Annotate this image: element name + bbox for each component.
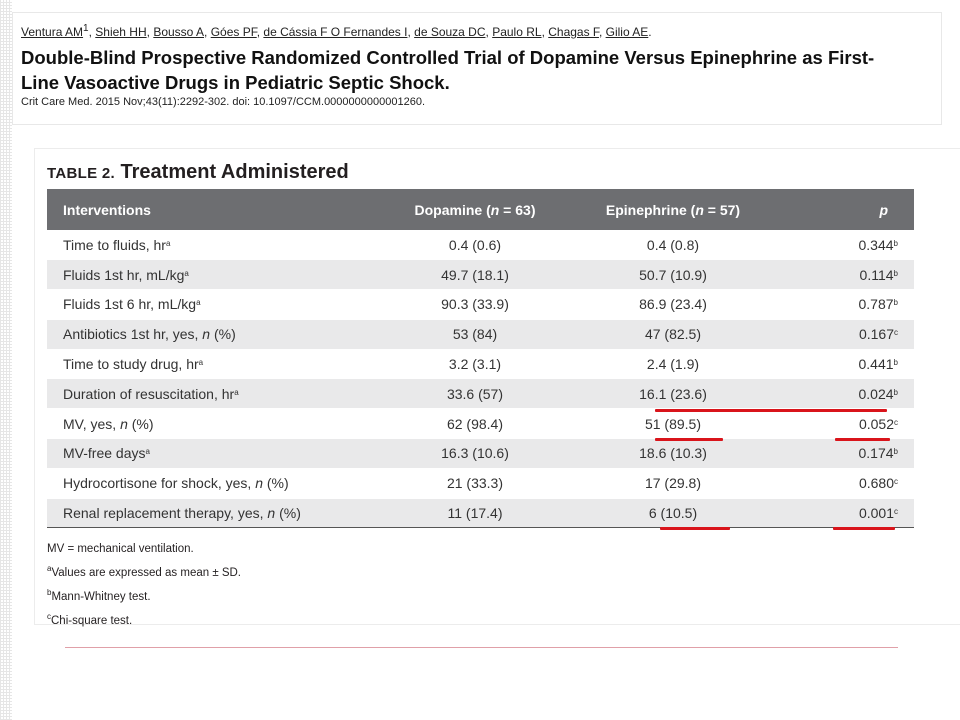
table-footnotes [47, 540, 241, 630]
p-value: 0.024$^b$ [773, 379, 914, 409]
p-value: 0.114$^b$ [773, 260, 914, 290]
paper-title-line: Line Vasoactive Drugs in Pediatric Septic Shock. [21, 72, 450, 93]
table-header-row [47, 189, 914, 230]
header-interventions: Interventions [47, 189, 377, 230]
dopamine-value: 53 (84) [377, 319, 573, 349]
table-row [47, 379, 914, 409]
citation-header [12, 12, 942, 125]
p-value: 0.787$^b$ [773, 290, 914, 320]
dopamine-value: 33.6 (57) [377, 379, 573, 409]
dopamine-value: 49.7 (18.1) [377, 260, 573, 290]
table-name: Treatment Administered [120, 161, 349, 183]
highlight-underline [655, 409, 887, 412]
author-link[interactable]: Ventura AM [21, 25, 84, 39]
table-number: TABLE 2. [47, 165, 115, 182]
epinephrine-value: 47 (82.5) [573, 319, 773, 349]
author-link[interactable]: de Cássia F O Fernandes I [263, 25, 408, 39]
highlight-underline [660, 527, 730, 530]
paper-title-line: Double-Blind Prospective Randomized Controlled Trial of Dopamine Versus Epinephrine as First- [21, 47, 875, 68]
p-value: 0.174$^b$ [773, 439, 914, 469]
table-row [47, 468, 914, 498]
epinephrine-value: 18.6 (10.3) [573, 439, 773, 469]
footnote-a: $^a$Values are expressed as mean ± SD. [47, 564, 242, 579]
epinephrine-value: 0.4 (0.8) [573, 230, 773, 260]
author-link[interactable]: Góes PF [210, 25, 257, 39]
intervention-label: Fluids 1st hr, $mL/kg^a$ [47, 260, 377, 290]
highlight-underline [835, 438, 890, 441]
table-heading [47, 161, 349, 184]
intervention-label: MV-free days$^a$ [47, 439, 377, 469]
intervention-label: Hydrocortisone for shock, yes, n (%) [47, 468, 377, 498]
p-value: 0.167$^c$ [773, 319, 914, 349]
intervention-label: Antibiotics 1st hr, yes, n (%) [47, 319, 377, 349]
p-value: 0.052$^c$ [773, 409, 914, 439]
epinephrine-value: 2.4 (1.9) [573, 349, 773, 379]
paper-title [21, 45, 933, 95]
epinephrine-value: 50.7 (10.9) [573, 260, 773, 290]
highlight-underline [833, 527, 895, 530]
table-panel [34, 148, 960, 625]
p-value: 0.001$^c$ [773, 498, 914, 528]
header-dopamine: Dopamine (n = 63) [377, 189, 573, 230]
p-value: 0.680$^c$ [773, 468, 914, 498]
dopamine-value: 62 (98.4) [377, 409, 573, 439]
epinephrine-value: 86.9 (23.4) [573, 290, 773, 320]
epinephrine-value: 17 (29.8) [573, 468, 773, 498]
dopamine-value: 0.4 (0.6) [377, 230, 573, 260]
intervention-label: Renal replacement therapy, yes, n (%) [47, 498, 377, 528]
p-value: 0.344$^b$ [773, 230, 914, 260]
bottom-divider [65, 647, 898, 648]
author-link[interactable]: Paulo RL [492, 25, 542, 39]
table-row [47, 349, 914, 379]
intervention-label: Time to fluids, $hr^a$ [47, 230, 377, 260]
journal-reference: Crit Care Med. 2015 Nov;43(11):2292-302. doi: 10.1097/CCM.0000000000001260. [21, 96, 426, 108]
author-link[interactable]: Bousso A [153, 25, 205, 39]
author-link[interactable]: Shieh HH [95, 25, 147, 39]
footnote-mv: MV = mechanical ventilation. [47, 543, 194, 555]
table-row [47, 498, 914, 528]
table-row [47, 439, 914, 469]
author-list: Ventura $AM^1$, Shieh HH, Bousso A, Góes PF, de Cássia F O Fernandes I, de Souza DC, Paulo RL, Chagas F, Gilio AE. [21, 23, 652, 39]
intervention-label: Time to study drug, $hr^a$ [47, 349, 377, 379]
dopamine-value: 11 (17.4) [377, 498, 573, 528]
dopamine-value: 16.3 (10.6) [377, 439, 573, 469]
treatment-table [47, 189, 914, 528]
author-link[interactable]: Gilio AE [605, 25, 649, 39]
table-row [47, 230, 914, 260]
p-value: 0.441$^b$ [773, 349, 914, 379]
epinephrine-value: 16.1 (23.6) [573, 379, 773, 409]
highlight-underline [655, 438, 723, 441]
epinephrine-value: 6 (10.5) [573, 498, 773, 528]
footnote-c: $^c$Chi-square test. [47, 611, 133, 627]
table-row [47, 409, 914, 439]
intervention-label: Duration of resuscitation, $hr^a$ [47, 379, 377, 409]
author-affiliation-sup: 1 [83, 23, 89, 34]
intervention-label: MV, yes, n (%) [47, 409, 377, 439]
table-row [47, 319, 914, 349]
left-decorative-stripe [0, 0, 12, 720]
dopamine-value: 90.3 (33.9) [377, 290, 573, 320]
dopamine-value: 21 (33.3) [377, 468, 573, 498]
dopamine-value: 3.2 (3.1) [377, 349, 573, 379]
header-p-value: p [773, 189, 914, 230]
table-row [47, 260, 914, 290]
table-row [47, 290, 914, 320]
author-link[interactable]: Chagas F [548, 25, 599, 39]
footnote-b: $^b$Mann-Whitney test. [47, 587, 151, 603]
header-epinephrine: Epinephrine (n = 57) [573, 189, 773, 230]
intervention-label: Fluids 1st 6 hr, $mL/kg^a$ [47, 290, 377, 320]
epinephrine-value: 51 (89.5) [573, 409, 773, 439]
author-link[interactable]: de Souza DC [414, 25, 486, 39]
